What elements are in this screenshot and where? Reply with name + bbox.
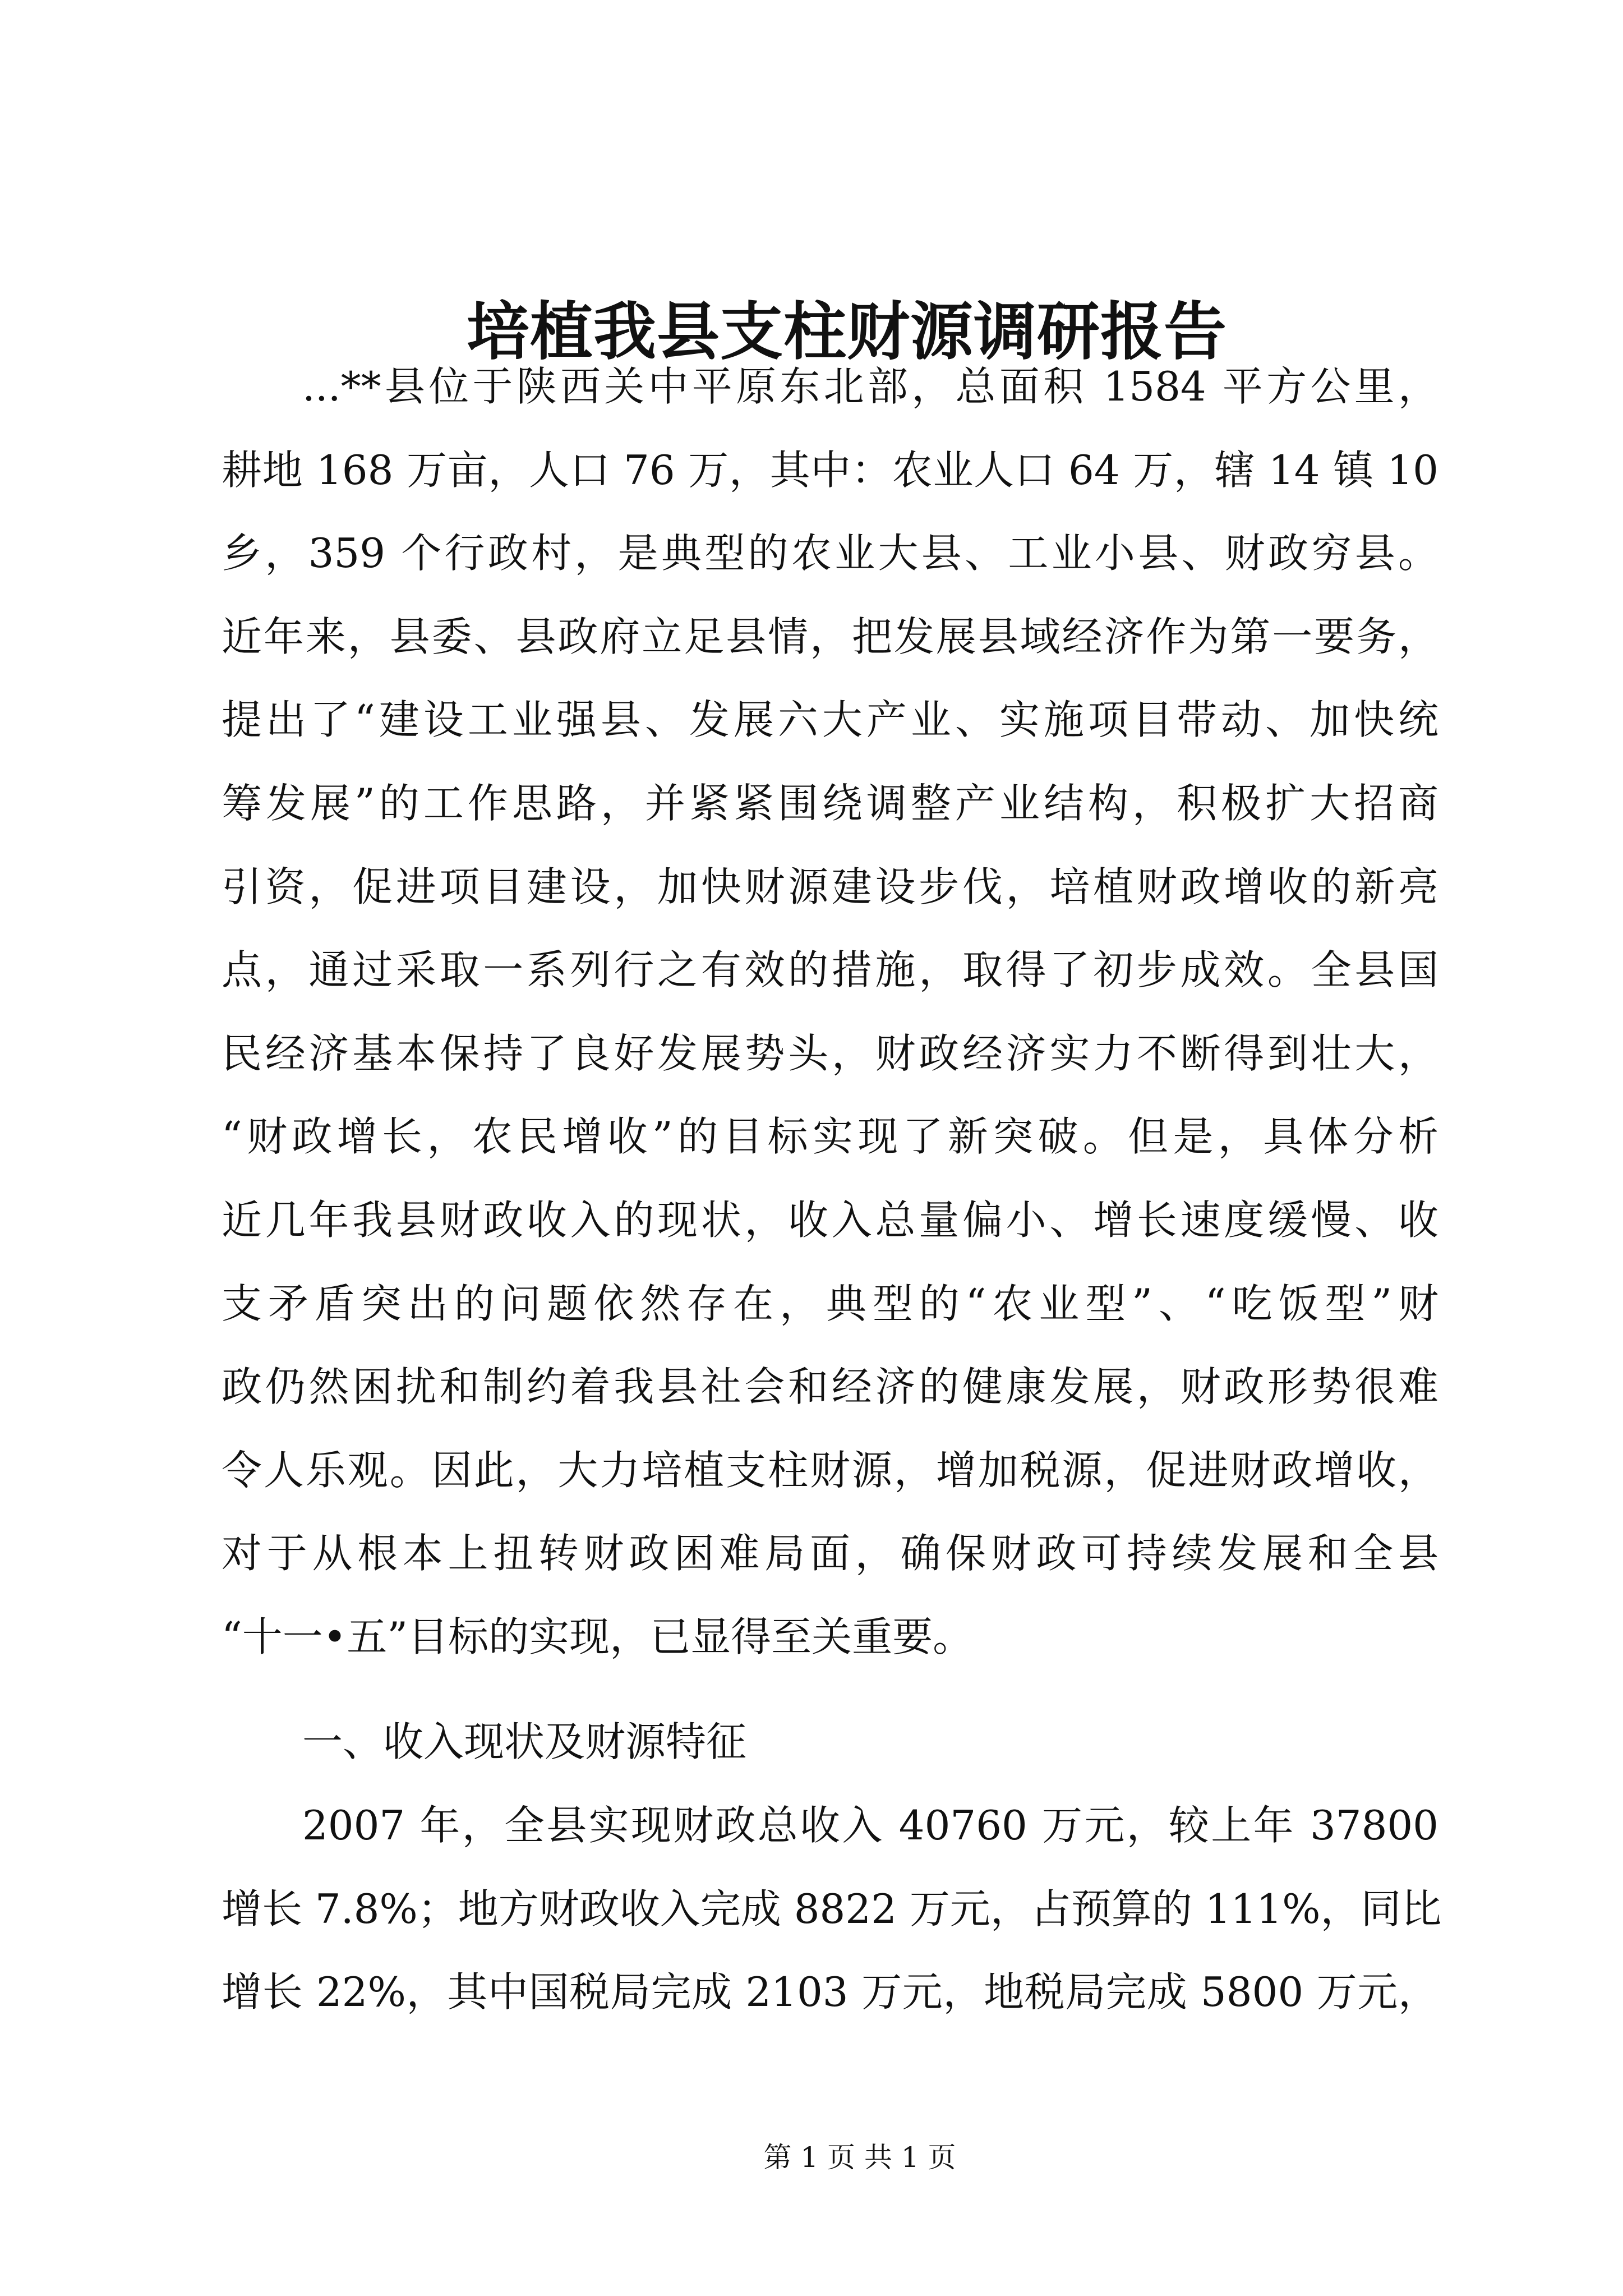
paragraph-line: 引资，促进项目建设，加快财源建设步伐，培植财政增收的新亮: [222, 863, 1438, 910]
paragraph-line: “财政增长，农民增收”的目标实现了新突破。但是，具体分析: [222, 1113, 1438, 1161]
paragraph-line: 增长 7.8%；地方财政收入完成 8822 万元，占预算的 111%，同比: [222, 1885, 1442, 1932]
paragraph-line: 民经济基本保持了良好发展势头，财政经济实力不断得到壮大，: [222, 1029, 1438, 1077]
paragraph-revenue: [222, 1784, 1442, 2034]
paragraph-intro: [222, 345, 1438, 1679]
paragraph-line: 近几年我县财政收入的现状，收入总量偏小、增长速度缓慢、收: [222, 1196, 1438, 1244]
paragraph-line: 点，通过采取一系列行之有效的措施，取得了初步成效。全县国: [222, 946, 1438, 994]
paragraph-line: 筹发展”的工作思路，并紧紧围绕调整产业结构，积极扩大招商: [222, 779, 1438, 827]
paragraph-line: 耕地 168 万亩，人口 76 万，其中：农业人口 64 万，辖 14 镇 10: [222, 446, 1438, 494]
paragraph-line: 近年来，县委、县政府立足县情，把发展县域经济作为第一要务，: [222, 613, 1438, 660]
paragraph-line: 政仍然困扰和制约着我县社会和经济的健康发展，财政形势很难: [222, 1363, 1438, 1411]
paragraph-line: 提出了“建设工业强县、发展六大产业、实施项目带动、加快统: [222, 696, 1438, 744]
paragraph-line: 乡，359 个行政村，是典型的农业大县、工业小县、财政穷县。: [222, 530, 1438, 577]
paragraph-line: 增长 22%，其中国税局完成 2103 万元，地税局完成 5800 万元，: [222, 1968, 1438, 2016]
document-title: 培植我县支柱财源调研报告: [467, 295, 1227, 369]
paragraph-line: 2007 年，全县实现财政总收入 40760 万元，较上年 37800: [302, 1802, 1438, 1849]
paragraph-line: ...**县位于陕西关中平原东北部，总面积 1584 平方公里，: [302, 363, 1438, 410]
paragraph-line: 对于从根本上扭转财政困难局面，确保财政可持续发展和全县: [222, 1530, 1438, 1577]
paragraph-line: “十一•五”目标的实现，已显得至关重要。: [222, 1613, 974, 1660]
paragraph-line: 令人乐观。因此，大力培植支柱财源，增加税源，促进财政增收，: [222, 1446, 1438, 1494]
paragraph-line: 支矛盾突出的问题依然存在，典型的“农业型”、“吃饭型”财: [222, 1280, 1438, 1327]
page-footer: 第 1 页 共 1 页: [763, 2141, 956, 2174]
section-heading: 一、收入现状及财源特征: [302, 1718, 747, 1765]
